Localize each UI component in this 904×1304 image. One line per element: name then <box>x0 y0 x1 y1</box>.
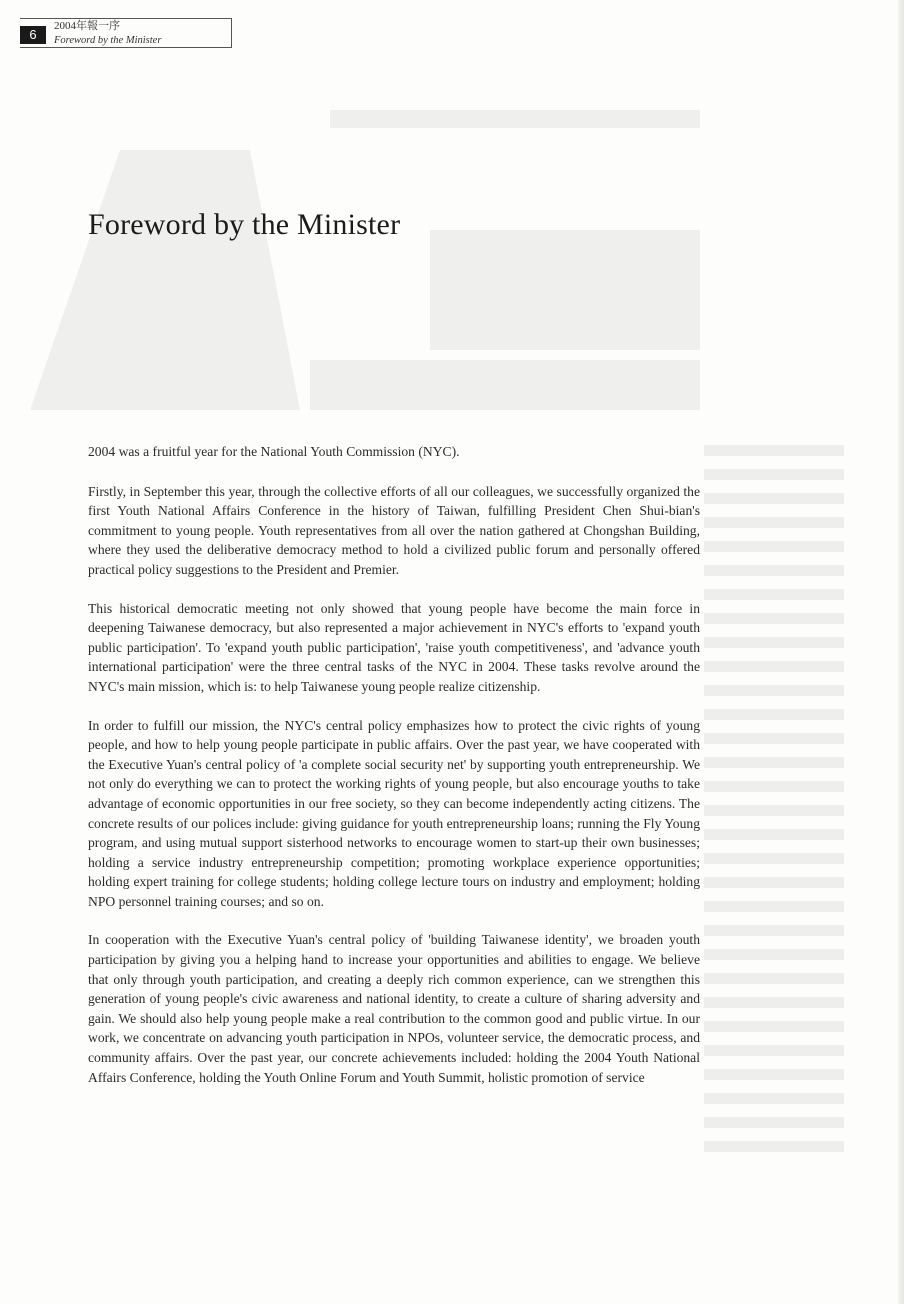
paragraph-3: This historical democratic meeting not only showed that young people have become the main force in deepening Taiwanese democracy, but also represented a major achievement in NYC's efforts to 'expand youth public participation'. To 'expand youth public participation', 'raise youth competitiveness', and 'advance youth international participation' were the three central tasks of the NYC in 2004. These tasks revolve around the NYC's main mission, which is: to help Taiwanese young people realize citizenship. <box>88 600 700 694</box>
header-section-chinese: 2004年報一序 <box>54 20 120 32</box>
running-header <box>20 18 232 48</box>
header-section-english: Foreword by the Minister <box>54 35 162 46</box>
page-edge-shadow <box>898 0 904 1304</box>
paragraph-5: In cooperation with the Executive Yuan's central policy of 'building Taiwanese identity', we broaden youth participation by giving you a helping hand to increase your opportunities and abilities to engage. We believe that only through youth participation, and creating a deeply rich common experience, can we strengthen this generation of young people's civic awareness and national identity, to create a culture of sharing adversity and gain. We should also help young people make a real contribution to the common good and public virtue. In our work, we concentrate on advancing youth participation in NPOs, volunteer service, the democratic process, and community affairs. Over the past year, our concrete achievements included: holding the 2004 Youth National Affairs Conference, holding the Youth Online Forum and Youth Summit, holistic promotion of service <box>88 932 700 1085</box>
paragraph-4: In order to fulfill our mission, the NYC's central policy emphasizes how to protect the civic rights of young people, and how to help young people participate in public affairs. Over the past year, we have cooperated with the Executive Yuan's central policy of 'a complete social security net' by supporting youth entrepreneurship. We not only do everything we can to protect the working rights of young people, but also encourage youths to take advantage of economic opportunities in our free society, so they can become independently acting citizens. The concrete results of our polices include: giving guidance for youth entrepreneurship loans; running the Fly Young program, and using mutual support sisterhood networks to encourage women to start-up their own businesses; holding a service industry entrepreneurship competition; promoting workplace experience opportunities; holding expert training for college students; holding college lecture tours on industry and employment; holding NPO personnel training courses; and so on. <box>88 717 700 909</box>
background-ghost-text <box>704 445 844 1165</box>
background-watermark-image <box>0 90 710 420</box>
paragraph-1: 2004 was a fruitful year for the National Youth Commission (NYC). <box>88 444 460 459</box>
page-number: 6 <box>20 26 46 44</box>
body-text <box>88 442 700 1106</box>
paragraph-2: Firstly, in September this year, through the collective efforts of all our colleagues, we successfully organized the first Youth National Affairs Conference in the history of Taiwan, fulfilling President Chen Shui-bian's commitment to young people. Youth representatives from all over the nation gathered at Chongshan Building, where they used the deliberative democracy method to hold a civilized public forum and personally offered practical policy suggestions to the President and Premier. <box>88 483 700 577</box>
page-title: Foreword by the Minister <box>88 208 401 241</box>
